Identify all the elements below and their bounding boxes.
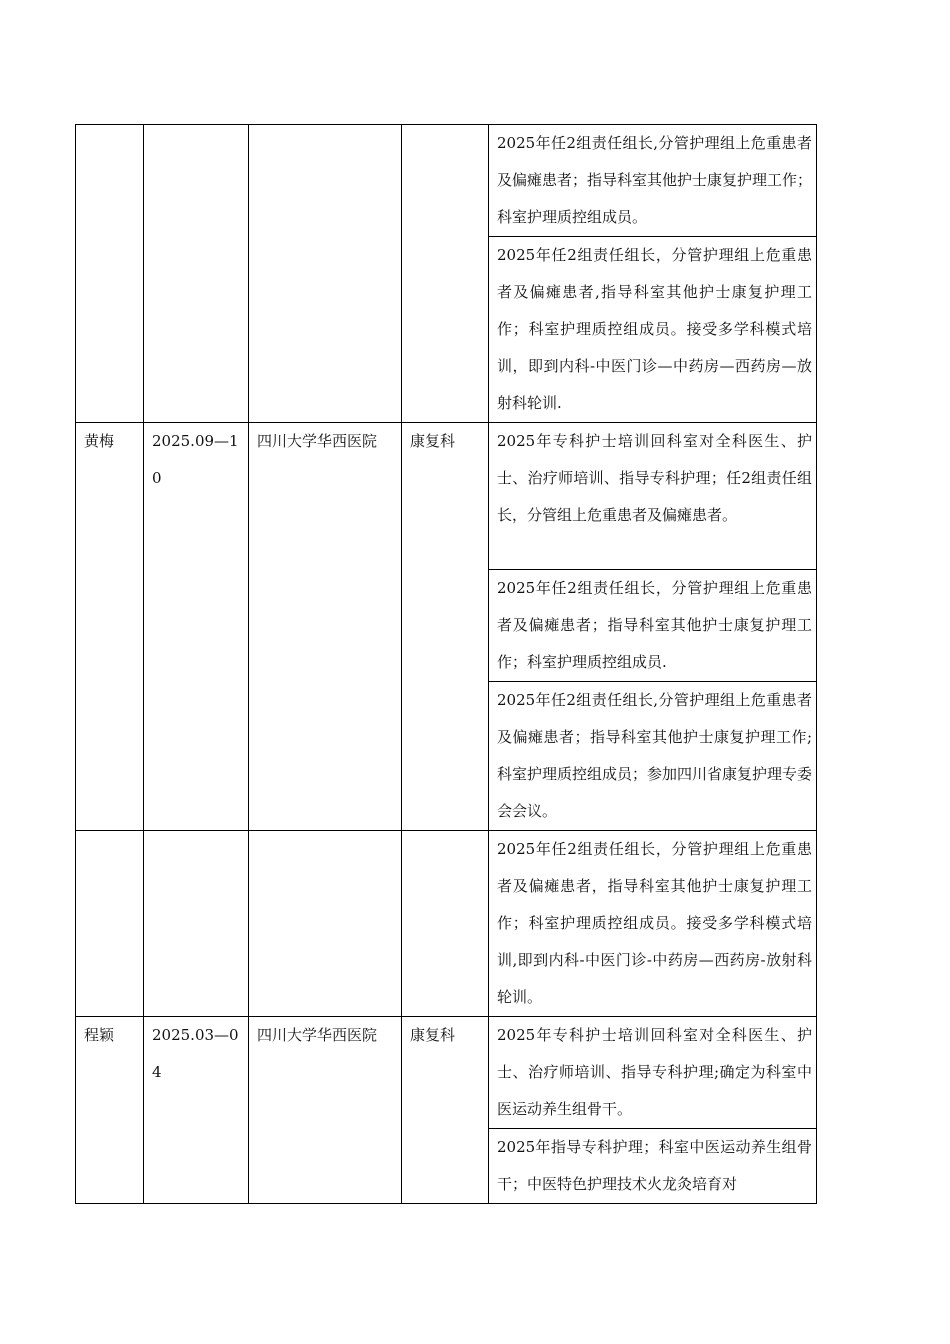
name-cell <box>76 125 144 423</box>
department-cell <box>402 125 489 423</box>
name-cell: 程颖 <box>76 1017 144 1204</box>
table-row <box>76 1017 817 1129</box>
work-description-cell: 2025年任2组责任组长,分管护理组上危重患者及偏瘫患者；指导科室其他护士康复护理工作；科室护理质控组成员。 <box>489 125 817 237</box>
name-cell: 黄梅 <box>76 423 144 831</box>
department-cell: 康复科 <box>402 1017 489 1204</box>
period-cell <box>144 831 249 1017</box>
department-cell: 康复科 <box>402 423 489 831</box>
work-description-cell: 2025年任2组责任组长，分管护理组上危重患者及偏瘫患者,指导科室其他护士康复护理工作；科室护理质控组成员。接受多学科模式培训，即到内科-中医门诊—中药房—西药房—放射科轮训. <box>489 237 817 423</box>
hospital-cell <box>249 125 402 423</box>
name-cell <box>76 831 144 1017</box>
table-row <box>76 125 817 237</box>
period-cell <box>144 125 249 423</box>
table-row <box>76 423 817 570</box>
work-description-cell: 2025年任2组责任组长,分管护理组上危重患者及偏瘫患者；指导科室其他护士康复护理工作;科室护理质控组成员；参加四川省康复护理专委会会议。 <box>489 682 817 831</box>
hospital-cell: 四川大学华西医院 <box>249 423 402 831</box>
work-description-cell: 2025年专科护士培训回科室对全科医生、护士、治疗师培训、指导专科护理;确定为科室中医运动养生组骨干。 <box>489 1017 817 1129</box>
hospital-cell <box>249 831 402 1017</box>
training-record-table <box>75 124 817 1204</box>
work-description-cell: 2025年任2组责任组长，分管护理组上危重患者及偏瘫患者；指导科室其他护士康复护理工作；科室护理质控组成员. <box>489 570 817 682</box>
hospital-cell: 四川大学华西医院 <box>249 1017 402 1204</box>
table-row <box>76 831 817 1017</box>
department-cell <box>402 831 489 1017</box>
work-description-cell: 2025年指导专科护理；科室中医运动养生组骨干；中医特色护理技术火龙灸培育对 <box>489 1129 817 1204</box>
period-cell: 2025.03—04 <box>144 1017 249 1204</box>
work-description-cell: 2025年任2组责任组长，分管护理组上危重患者及偏瘫患者，指导科室其他护士康复护理工作；科室护理质控组成员。接受多学科模式培训,即到内科-中医门诊-中药房—西药房-放射科轮训。 <box>489 831 817 1017</box>
period-cell: 2025.09—10 <box>144 423 249 831</box>
work-description-cell: 2025年专科护士培训回科室对全科医生、护士、治疗师培训、指导专科护理；任2组责任组长，分管组上危重患者及偏瘫患者。 <box>489 423 817 570</box>
